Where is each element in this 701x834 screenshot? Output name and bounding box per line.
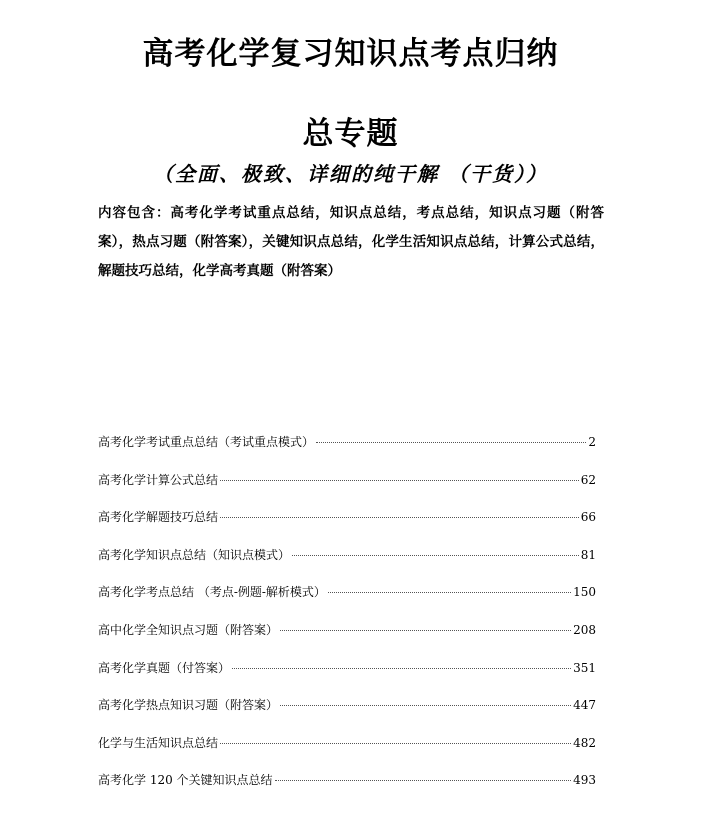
contents-description: 内容包含：高考化学考试重点总结，知识点总结，考点总结，知识点习题（附答案），热点习题（附答案），关键知识点总结，化学生活知识点总结，计算公式总结，解题技巧总结，化学高考真题（附答案） <box>98 205 604 279</box>
toc-entry[interactable] <box>98 507 596 545</box>
toc-entry[interactable] <box>98 432 596 470</box>
toc-entry-label: 高中化学全知识点习题（附答案） <box>98 622 279 637</box>
toc-entry-page: 62 <box>580 472 596 487</box>
toc-leader-dots <box>280 630 571 631</box>
toc-entry[interactable] <box>98 620 596 658</box>
toc-entry-page: 351 <box>573 660 596 675</box>
toc-entry[interactable] <box>98 582 596 620</box>
toc-entry-page: 81 <box>580 547 596 562</box>
toc-entry-page: 493 <box>573 773 596 788</box>
toc-entry-label: 高考化学解题技巧总结 <box>98 510 219 525</box>
toc-entry[interactable] <box>98 470 596 508</box>
toc-entry-page: 447 <box>573 698 596 713</box>
document-subtitle: （全面、极致、详细的纯干解 （干货）） <box>153 162 548 186</box>
toc-leader-dots <box>316 442 586 443</box>
document-title: 高考化学复习知识点考点归纳 <box>142 36 559 72</box>
toc-entry-label: 高考化学考试重点总结（考试重点模式） <box>98 435 315 449</box>
toc-entry[interactable] <box>98 770 596 808</box>
toc-leader-dots <box>220 480 579 481</box>
toc-entry-page: 208 <box>573 622 596 637</box>
toc-entry-label: 高考化学热点知识习题（附答案） <box>98 698 279 713</box>
toc-leader-dots <box>220 517 579 518</box>
toc-entry[interactable] <box>98 545 596 583</box>
toc-entry-label: 高考化学考点总结 （考点-例题-解析模式） <box>98 585 326 600</box>
table-of-contents <box>98 432 596 808</box>
toc-entry[interactable] <box>98 695 596 733</box>
toc-entry-label: 高考化学知识点总结（知识点模式） <box>98 547 291 562</box>
toc-leader-dots <box>292 555 579 556</box>
toc-entry-page: 2 <box>588 435 596 449</box>
toc-entry-label: 高考化学真题（付答案） <box>98 660 231 675</box>
toc-entry-label: 高考化学 120 个关键知识点总结 <box>98 773 273 788</box>
toc-leader-dots <box>280 705 571 706</box>
toc-entry[interactable] <box>98 658 596 696</box>
toc-leader-dots <box>275 780 572 781</box>
document-title-line2: 总专题 <box>302 116 399 152</box>
toc-leader-dots <box>328 592 571 593</box>
toc-entry-page: 482 <box>573 735 596 750</box>
toc-entry-label: 高考化学计算公式总结 <box>98 472 219 487</box>
toc-entry-page: 66 <box>580 510 596 525</box>
toc-entry-page: 150 <box>573 585 596 600</box>
toc-entry-label: 化学与生活知识点总结 <box>98 735 219 750</box>
toc-leader-dots <box>220 743 571 744</box>
toc-leader-dots <box>232 668 571 669</box>
toc-entry[interactable] <box>98 733 596 771</box>
